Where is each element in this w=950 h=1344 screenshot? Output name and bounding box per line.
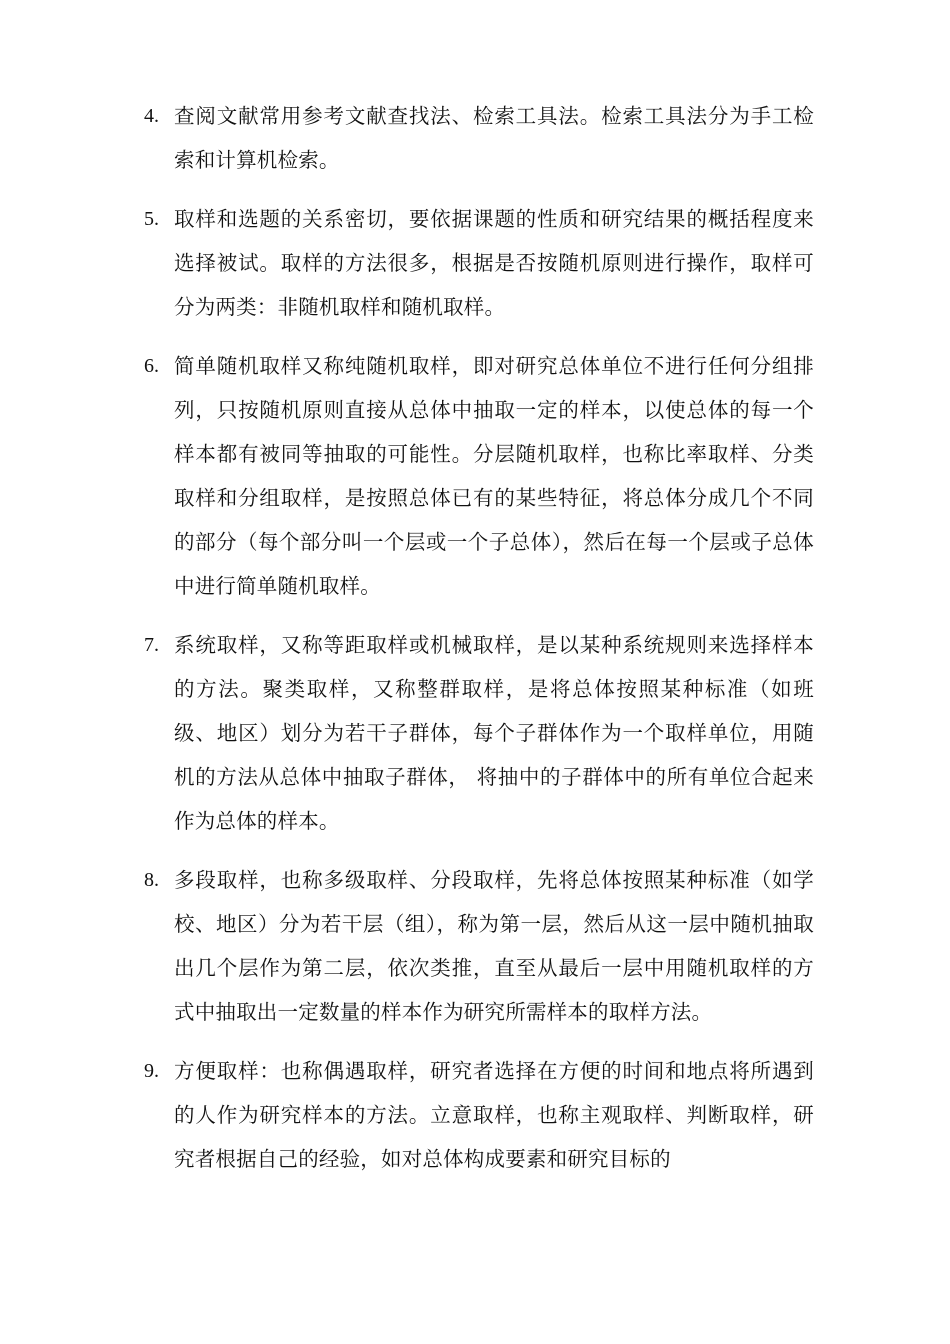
list-item bbox=[144, 197, 814, 329]
item-number: 6. bbox=[144, 355, 159, 377]
item-number: 5. bbox=[144, 208, 159, 230]
item-number: 7. bbox=[144, 634, 159, 656]
item-text: 简单随机取样又称纯随机取样，即对研究总体单位不进行任何分组排列，只按随机原则直接从总体中抽取一定的样本，以使总体的每一个样本都有被同等抽取的可能性。分层随机取样，也称比率取样、分类取样和分组取样，是按照总体已有的某些特征，将总体分成几个不同的部分（每个部分叫一个层或一个子总体），然后在每一个层或子总体中进行简单随机取样。 bbox=[174, 354, 814, 598]
item-text: 取样和选题的关系密切，要依据课题的性质和研究结果的概括程度来选择被试。取样的方法很多，根据是否按随机原则进行操作，取样可分为两类：非随机取样和随机取样。 bbox=[174, 207, 814, 319]
list-item bbox=[144, 1049, 814, 1181]
item-text: 查阅文献常用参考文献查找法、检索工具法。检索工具法分为手工检索和计算机检索。 bbox=[174, 104, 814, 172]
item-text: 方便取样：也称偶遇取样，研究者选择在方便的时间和地点将所遇到的人作为研究样本的方法。立意取样，也称主观取样、判断取样，研究者根据自己的经验，如对总体构成要素和研究目标的 bbox=[174, 1059, 814, 1171]
numbered-list bbox=[144, 94, 814, 1196]
item-number: 9. bbox=[144, 1060, 159, 1082]
item-number: 8. bbox=[144, 869, 159, 891]
list-item bbox=[144, 94, 814, 182]
item-text: 系统取样，又称等距取样或机械取样，是以某种系统规则来选择样本的方法。聚类取样，又称整群取样，是将总体按照某种标准（如班级、地区）划分为若干子群体，每个子群体作为一个取样单位，用随机的方法从总体中抽取子群体， 将抽中的子群体中的所有单位合起来作为总体的样本。 bbox=[174, 633, 814, 833]
item-number: 4. bbox=[144, 105, 159, 127]
list-item bbox=[144, 344, 814, 608]
list-item bbox=[144, 623, 814, 843]
list-item bbox=[144, 858, 814, 1034]
item-text: 多段取样，也称多级取样、分段取样，先将总体按照某种标准（如学校、地区）分为若干层（组），称为第一层，然后从这一层中随机抽取出几个层作为第二层，依次类推，直至从最后一层中用随机取样的方式中抽取出一定数量的样本作为研究所需样本的取样方法。 bbox=[174, 868, 814, 1024]
